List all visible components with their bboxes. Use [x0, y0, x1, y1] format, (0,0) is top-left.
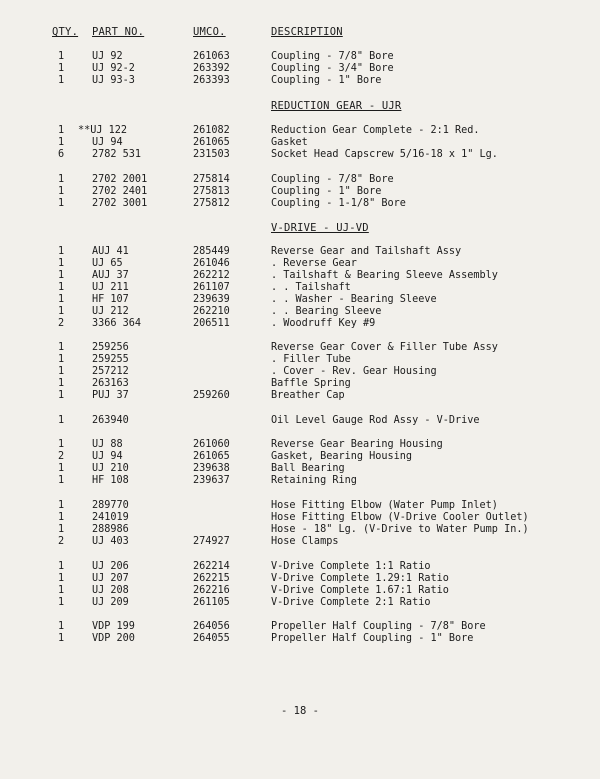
umco-cell: 275812 — [193, 198, 230, 209]
part-no-cell: 257212 — [92, 366, 129, 377]
table-row — [0, 51, 600, 63]
table-row — [0, 561, 600, 573]
qty-cell: 2 — [58, 451, 65, 462]
qty-cell: 1 — [58, 439, 65, 450]
umco-cell: 263392 — [193, 63, 230, 74]
description-cell: . . Tailshaft — [271, 282, 351, 293]
qty-cell: 2 — [58, 536, 65, 547]
part-no-cell: UJ 403 — [92, 536, 129, 547]
table-row — [0, 585, 600, 597]
table-row — [0, 500, 600, 512]
part-no-cell: 289770 — [92, 500, 129, 511]
umco-cell: 261065 — [193, 451, 230, 462]
header-part-no: PART NO. — [92, 26, 145, 38]
qty-cell: 1 — [58, 524, 65, 535]
umco-cell: 262215 — [193, 573, 230, 584]
part-no-cell: UJ 94 — [92, 451, 123, 462]
part-no-cell: UJ 94 — [92, 137, 123, 148]
page-number: - 18 - — [281, 705, 319, 717]
description-cell: Coupling - 1-1/8" Bore — [271, 198, 406, 209]
part-no-cell: UJ 207 — [92, 573, 129, 584]
description-cell: . Tailshaft & Bearing Sleeve Assembly — [271, 270, 498, 281]
table-row — [0, 174, 600, 186]
description-cell: . Filler Tube — [271, 354, 351, 365]
qty-cell: 1 — [58, 51, 65, 62]
table-row — [0, 342, 600, 354]
description-cell: Reverse Gear and Tailshaft Assy — [271, 246, 462, 257]
umco-cell: 239638 — [193, 463, 230, 474]
table-row — [0, 451, 600, 463]
qty-cell: 1 — [58, 500, 65, 511]
part-no-cell: 259255 — [92, 354, 129, 365]
umco-cell: 261046 — [193, 258, 230, 269]
description-cell: Coupling - 3/4" Bore — [271, 63, 394, 74]
qty-cell: 1 — [58, 573, 65, 584]
qty-cell: 1 — [58, 475, 65, 486]
table-row — [0, 63, 600, 75]
table-row — [0, 306, 600, 318]
qty-cell: 1 — [58, 415, 65, 426]
qty-cell: 1 — [58, 258, 65, 269]
qty-cell: 1 — [58, 621, 65, 632]
qty-cell: 1 — [58, 246, 65, 257]
qty-cell: 1 — [58, 390, 65, 401]
description-cell: Breather Cap — [271, 390, 345, 401]
table-row — [0, 354, 600, 366]
description-cell: Socket Head Capscrew 5/16-18 x 1" Lg. — [271, 149, 498, 160]
description-cell: Oil Level Gauge Rod Assy - V-Drive — [271, 415, 480, 426]
description-cell: Propeller Half Coupling - 7/8" Bore — [271, 621, 486, 632]
table-row — [0, 258, 600, 270]
part-no-cell: UJ 93-3 — [92, 75, 135, 86]
part-no-cell: 3366 364 — [92, 318, 142, 329]
description-cell: V-Drive Complete 1:1 Ratio — [271, 561, 431, 572]
description-cell: V-Drive Complete 1.67:1 Ratio — [271, 585, 449, 596]
table-row — [0, 573, 600, 585]
qty-cell: 1 — [58, 306, 65, 317]
qty-cell: 1 — [58, 282, 65, 293]
description-cell: Hose Clamps — [271, 536, 339, 547]
description-cell: Gasket — [271, 137, 308, 148]
description-cell: Coupling - 1" Bore — [271, 186, 382, 197]
description-cell: . Reverse Gear — [271, 258, 357, 269]
qty-cell: 6 — [58, 149, 65, 160]
umco-cell: 261107 — [193, 282, 230, 293]
qty-cell: 1 — [58, 597, 65, 608]
umco-cell: 275813 — [193, 186, 230, 197]
table-row — [0, 536, 600, 548]
qty-cell: 1 — [58, 512, 65, 523]
part-no-cell: AUJ 37 — [92, 270, 129, 281]
table-row — [0, 512, 600, 524]
description-cell: Propeller Half Coupling - 1" Bore — [271, 633, 474, 644]
qty-cell: 1 — [58, 198, 65, 209]
table-row — [0, 463, 600, 475]
part-no-cell: HF 108 — [92, 475, 129, 486]
description-cell: Coupling - 7/8" Bore — [271, 51, 394, 62]
description-cell: Hose Fitting Elbow (V-Drive Cooler Outlet) — [271, 512, 529, 523]
umco-cell: 261060 — [193, 439, 230, 450]
part-no-cell: UJ 88 — [92, 439, 123, 450]
description-cell: V-Drive Complete 2:1 Ratio — [271, 597, 431, 608]
description-cell: Reverse Gear Cover & Filler Tube Assy — [271, 342, 498, 353]
part-no-cell: UJ 92 — [92, 51, 123, 62]
umco-cell: 259260 — [193, 390, 230, 401]
umco-cell: 262216 — [193, 585, 230, 596]
part-no-cell: UJ 65 — [92, 258, 123, 269]
part-no-cell: 259256 — [92, 342, 129, 353]
qty-cell: 1 — [58, 342, 65, 353]
umco-cell: 239639 — [193, 294, 230, 305]
umco-cell: 262212 — [193, 270, 230, 281]
header-description: DESCRIPTION — [271, 26, 343, 38]
part-no-cell: 2782 531 — [92, 149, 142, 160]
qty-cell: 1 — [58, 174, 65, 185]
umco-cell: 261082 — [193, 125, 230, 136]
part-no-cell: **UJ 122 — [78, 125, 128, 136]
table-row — [0, 198, 600, 210]
part-no-cell: UJ 92-2 — [92, 63, 135, 74]
description-cell: . . Bearing Sleeve — [271, 306, 382, 317]
description-cell: Retaining Ring — [271, 475, 357, 486]
description-cell: Reduction Gear Complete - 2:1 Red. — [271, 125, 480, 136]
part-no-cell: AUJ 41 — [92, 246, 129, 257]
part-no-cell: UJ 210 — [92, 463, 129, 474]
umco-cell: 262210 — [193, 306, 230, 317]
qty-cell: 1 — [58, 75, 65, 86]
table-row — [0, 186, 600, 198]
part-no-cell: 241019 — [92, 512, 129, 523]
table-row — [0, 597, 600, 609]
umco-cell: 262214 — [193, 561, 230, 572]
table-row — [0, 149, 600, 161]
table-row — [0, 270, 600, 282]
table-row — [0, 621, 600, 633]
qty-cell: 1 — [58, 186, 65, 197]
qty-cell: 1 — [58, 137, 65, 148]
qty-cell: 1 — [58, 294, 65, 305]
part-no-cell: UJ 211 — [92, 282, 129, 293]
part-no-cell: HF 107 — [92, 294, 129, 305]
umco-cell: 264056 — [193, 621, 230, 632]
qty-cell: 1 — [58, 270, 65, 281]
table-row — [0, 439, 600, 451]
table-row — [0, 633, 600, 645]
umco-cell: 261105 — [193, 597, 230, 608]
table-row — [0, 294, 600, 306]
qty-cell: 1 — [58, 354, 65, 365]
description-cell: Hose Fitting Elbow (Water Pump Inlet) — [271, 500, 498, 511]
description-cell: Hose - 18" Lg. (V-Drive to Water Pump In.) — [271, 524, 529, 535]
qty-cell: 1 — [58, 463, 65, 474]
umco-cell: 263393 — [193, 75, 230, 86]
table-row — [0, 390, 600, 402]
description-cell: Baffle Spring — [271, 378, 351, 389]
part-no-cell: 263163 — [92, 378, 129, 389]
qty-cell: 1 — [58, 366, 65, 377]
description-cell: . . Washer - Bearing Sleeve — [271, 294, 437, 305]
part-no-cell: 263940 — [92, 415, 129, 426]
umco-cell: 264055 — [193, 633, 230, 644]
umco-cell: 261063 — [193, 51, 230, 62]
part-no-cell: VDP 200 — [92, 633, 135, 644]
umco-cell: 261065 — [193, 137, 230, 148]
description-cell: V-Drive Complete 1.29:1 Ratio — [271, 573, 449, 584]
umco-cell: 231503 — [193, 149, 230, 160]
part-no-cell: 2702 3001 — [92, 198, 148, 209]
qty-cell: 1 — [58, 561, 65, 572]
table-row — [0, 75, 600, 87]
part-no-cell: UJ 212 — [92, 306, 129, 317]
table-row — [0, 524, 600, 536]
qty-cell: 1 — [58, 633, 65, 644]
table-row — [0, 366, 600, 378]
table-row — [0, 125, 600, 137]
description-cell: Reverse Gear Bearing Housing — [271, 439, 443, 450]
umco-cell: 274927 — [193, 536, 230, 547]
qty-cell: 1 — [58, 63, 65, 74]
table-row — [0, 246, 600, 258]
qty-cell: 2 — [58, 318, 65, 329]
umco-cell: 239637 — [193, 475, 230, 486]
header-umco: UMCO. — [193, 26, 226, 38]
section-title-v-drive: V-DRIVE - UJ-VD — [271, 222, 369, 234]
umco-cell: 275814 — [193, 174, 230, 185]
part-no-cell: PUJ 37 — [92, 390, 129, 401]
part-no-cell: UJ 206 — [92, 561, 129, 572]
section-title-reduction-gear: REDUCTION GEAR - UJR — [271, 100, 402, 112]
umco-cell: 285449 — [193, 246, 230, 257]
table-row — [0, 475, 600, 487]
table-row — [0, 137, 600, 149]
table-row — [0, 378, 600, 390]
header-qty: QTY. — [52, 26, 79, 38]
part-no-cell: VDP 199 — [92, 621, 135, 632]
table-row — [0, 415, 600, 427]
description-cell: . Cover - Rev. Gear Housing — [271, 366, 437, 377]
description-cell: . Woodruff Key #9 — [271, 318, 376, 329]
description-cell: Gasket, Bearing Housing — [271, 451, 413, 462]
umco-cell: 206511 — [193, 318, 230, 329]
qty-cell: 1 — [58, 378, 65, 389]
part-no-cell: UJ 209 — [92, 597, 129, 608]
table-row — [0, 318, 600, 330]
part-no-cell: 288986 — [92, 524, 129, 535]
table-row — [0, 282, 600, 294]
qty-cell: 1 — [58, 585, 65, 596]
description-cell: Ball Bearing — [271, 463, 345, 474]
qty-cell: 1 — [58, 125, 65, 136]
description-cell: Coupling - 1" Bore — [271, 75, 382, 86]
description-cell: Coupling - 7/8" Bore — [271, 174, 394, 185]
part-no-cell: 2702 2401 — [92, 186, 148, 197]
part-no-cell: 2702 2001 — [92, 174, 148, 185]
part-no-cell: UJ 208 — [92, 585, 129, 596]
